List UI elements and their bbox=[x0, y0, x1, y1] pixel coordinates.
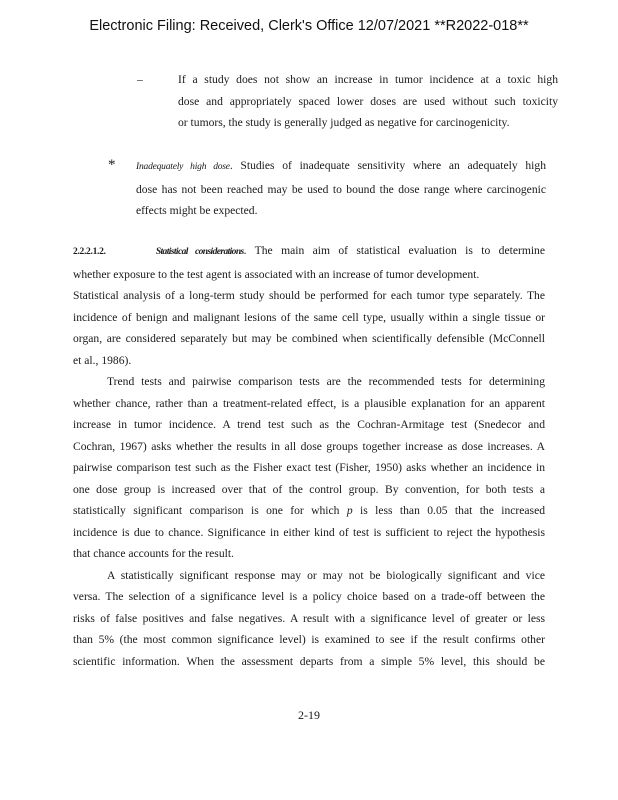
text-line: increase in tumor incidence. A trend test such as the Cochran-Armitage test (Snedecor and bbox=[73, 418, 545, 431]
text-line: Statistical analysis of a long-term study should be performed for each tumor type separately. The bbox=[73, 289, 545, 302]
text-line: one dose group is increased over that of the control group. By convention, for both tests a bbox=[73, 482, 545, 496]
text-line: or tumors, the study is generally judged as negative for carcinogenicity. bbox=[178, 116, 510, 129]
section-number: 2.2.2.1.2. bbox=[73, 247, 106, 257]
text-line: A statistically significant response may or may not be biologically significant and vice bbox=[107, 568, 545, 582]
text-line: whether chance, rather than a treatment-related effect, is a plausible explanation for an apparent bbox=[73, 396, 545, 410]
text-line bbox=[136, 155, 546, 179]
text-line: than 5% (the most common significance level) is examined to see if the result confirms other bbox=[73, 633, 545, 646]
text-line: Trend tests and pairwise comparison tests are the recommended tests for determining bbox=[107, 375, 545, 388]
asterisk-bullet: * bbox=[108, 157, 116, 173]
text-line: versa. The selection of a significance level is a policy choice based on a trade-off between the bbox=[73, 590, 545, 603]
text-line: dose has not been reached may be used to bound the dose range where carcinogenic bbox=[136, 182, 546, 196]
text-line: Cochran, 1967) asks whether the results in all dose groups together increase as dose increases. A bbox=[73, 439, 545, 453]
section-heading-line bbox=[73, 240, 545, 264]
text-line: that chance accounts for the result. bbox=[73, 547, 234, 560]
text-line: organ, are considered separately but may be combined when scientifically defensible (McConnell bbox=[73, 332, 545, 345]
dash-item-text bbox=[178, 69, 558, 134]
dash-bullet: – bbox=[137, 73, 143, 86]
text-line: et al., 1986). bbox=[73, 353, 132, 367]
text-line: risks of false positives and false negatives. A result with a significance level of greater or less bbox=[73, 611, 545, 625]
text-fragment: . Studies of inadequate sensitivity where an adequately high bbox=[229, 159, 546, 172]
text-line: incidence of benign and malignant lesions of the same cell type, usually within a single tissue or bbox=[73, 310, 545, 324]
text-fragment: is less than 0.05 that the increased bbox=[352, 504, 546, 517]
star-item-text bbox=[136, 155, 546, 222]
text-fragment: statistically significant comparison is one for which bbox=[73, 504, 347, 517]
text-line: effects might be expected. bbox=[136, 204, 258, 217]
term-heading: Inadequately high dose bbox=[136, 162, 230, 172]
text-line bbox=[73, 500, 545, 522]
text-line: incidence is due to chance. Significance in either kind of test is sufficient to reject the hypothesis bbox=[73, 525, 545, 539]
text-line: dose and appropriately spaced lower doses are used without such toxicity bbox=[178, 94, 558, 108]
filing-stamp-header: Electronic Filing: Received, Clerk's Office 12/07/2021 **R2022-018** bbox=[89, 18, 529, 34]
text-line: whether exposure to the test agent is associated with an increase of tumor development. bbox=[73, 267, 480, 281]
page-number: 2-19 bbox=[298, 708, 320, 722]
text-line: pairwise comparison test such as the Fisher exact test (Fisher, 1950) asks whether an incidence in bbox=[73, 461, 545, 474]
section-statistical-considerations bbox=[73, 240, 545, 672]
section-title: Statistical considerations bbox=[155, 247, 244, 257]
text-line: If a study does not show an increase in tumor incidence at a toxic high bbox=[178, 73, 558, 86]
p-value-symbol: p bbox=[346, 504, 353, 517]
text-fragment: . The main aim of statistical evaluation is to determine bbox=[243, 244, 546, 257]
text-line: scientific information. When the assessment departs from a simple 5% level, this should be bbox=[73, 654, 545, 668]
